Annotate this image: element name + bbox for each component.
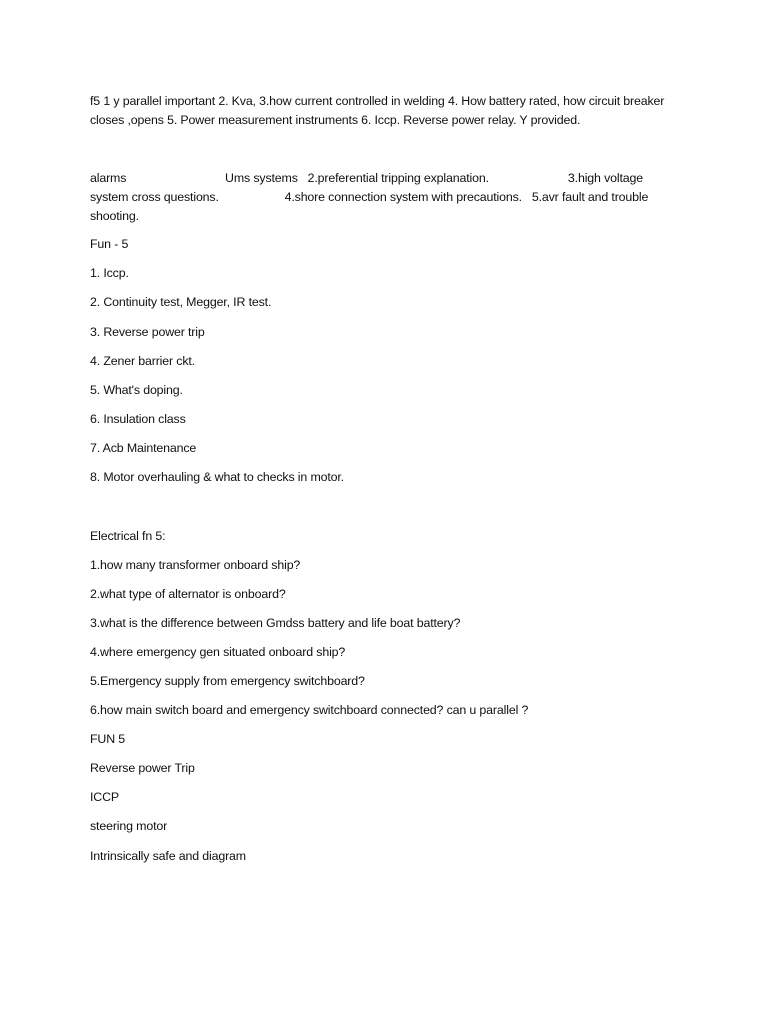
list-item-continuity-test: 2. Continuity test, Megger, IR test. [90,295,272,309]
paragraph-alarms-topics: alarms Ums systems 2.preferential tripping explanation. 3.high voltage system cross questions. 4.shore connection system with precautions. 5.avr fault and trouble shooting. [90,171,652,223]
topic-steering-motor: steering motor [90,819,168,833]
list-item-reverse-power-trip: 3. Reverse power trip [90,325,205,339]
question-emergency-gen-location: 4.where emergency gen situated onboard ship? [90,645,346,659]
heading-fun-5: Fun - 5 [90,237,129,251]
list-item-insulation-class: 6. Insulation class [90,412,186,426]
topic-reverse-power-trip: Reverse power Trip [90,761,195,775]
heading-electrical-fn-5: Electrical fn 5: [90,529,166,543]
list-item-iccp: 1. Iccp. [90,266,129,280]
question-transformers: 1.how many transformer onboard ship? [90,558,301,572]
heading-fun-5-caps: FUN 5 [90,732,126,746]
question-alternator-type: 2.what type of alternator is onboard? [90,587,286,601]
list-item-acb-maintenance: 7. Acb Maintenance [90,441,197,455]
question-emergency-supply: 5.Emergency supply from emergency switchboard? [90,674,365,688]
list-item-motor-overhauling: 8. Motor overhauling & what to checks in motor. [90,470,344,484]
list-item-zener-barrier: 4. Zener barrier ckt. [90,354,195,368]
list-item-doping: 5. What's doping. [90,383,183,397]
topic-intrinsically-safe: Intrinsically safe and diagram [90,849,246,863]
topic-iccp: ICCP [90,790,120,804]
paragraph-f5-topics: f5 1 y parallel important 2. Kva, 3.how current controlled in welding 4. How battery rated, how circuit breaker closes ,opens 5. Power measurement instruments 6. Iccp. Reverse power relay. Y provided. [90,94,668,127]
question-battery-difference: 3.what is the difference between Gmdss battery and life boat battery? [90,616,461,630]
question-switchboard-connection: 6.how main switch board and emergency switchboard connected? can u parallel ? [90,703,529,717]
